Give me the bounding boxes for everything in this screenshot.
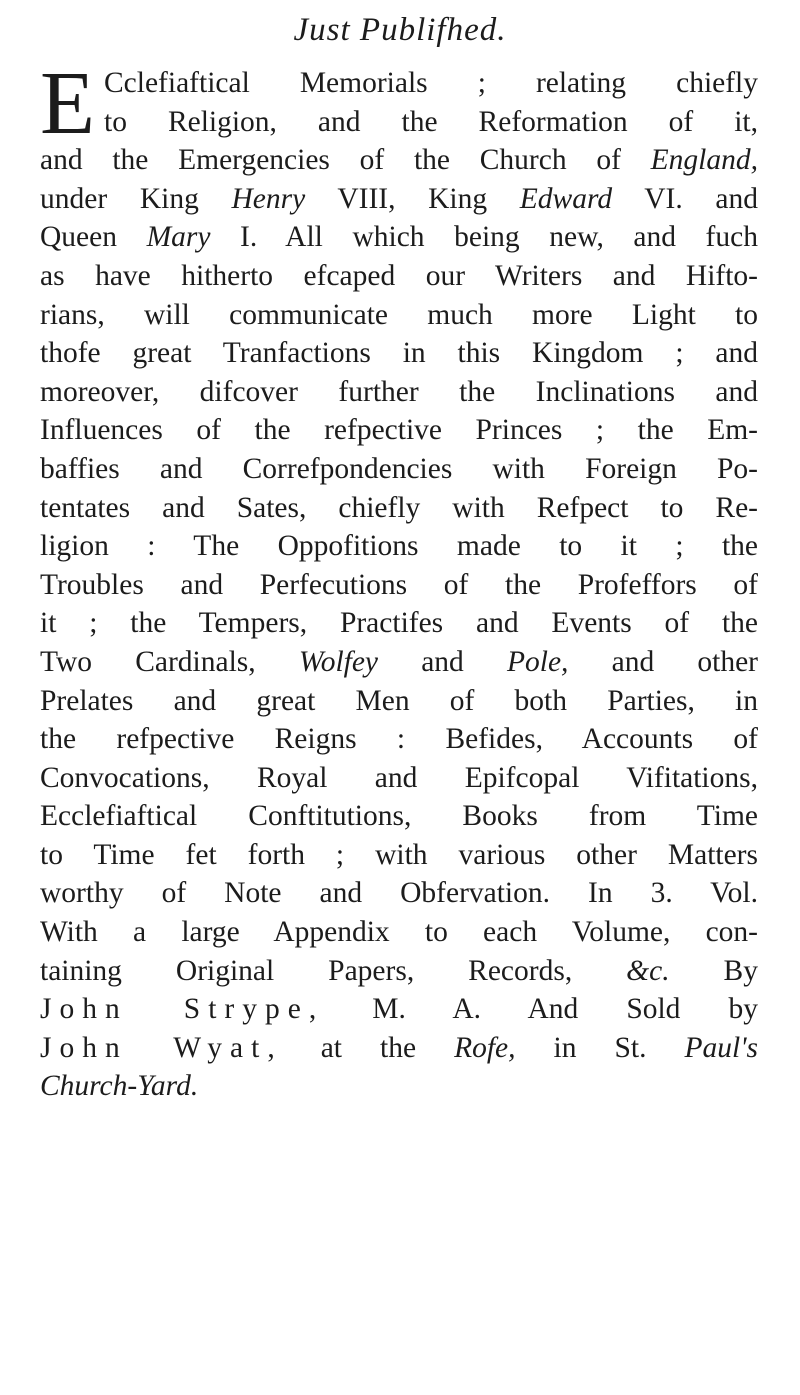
line-text: By — [669, 954, 758, 987]
text-line — [40, 1067, 758, 1106]
line-text: I. All which being new, and fuch — [210, 221, 758, 254]
line-text: baffies and Correfpondencies with Foreign Po- — [40, 452, 758, 485]
line-text: in St. — [515, 1031, 685, 1064]
line-text: ligion : The Oppofitions made to it ; the — [40, 530, 758, 563]
italic-text: Wolfey — [298, 645, 379, 678]
text-line — [40, 450, 758, 489]
text-line — [40, 257, 758, 296]
line-text: at the — [282, 1031, 455, 1064]
line-text: and other — [568, 645, 759, 678]
line-text: as have hitherto efcaped our Writers and Hifto- — [40, 259, 758, 292]
italic-text: &c. — [626, 954, 670, 987]
italic-text: Edward — [519, 182, 613, 215]
italic-text: Church-Yard. — [40, 1070, 199, 1103]
text-line — [40, 180, 758, 219]
text-line — [40, 334, 758, 373]
italic-text: Mary — [146, 221, 211, 254]
author-name: John Wyat, — [40, 1031, 283, 1064]
line-text: worthy of Note and Obfervation. In 3. Vol. — [40, 877, 758, 910]
text-line — [40, 141, 758, 180]
page-heading: Just Publifhed. — [293, 12, 507, 48]
line-text: to Religion, and the Reformation of it, — [104, 105, 758, 138]
line-text: Convocations, Royal and Epifcopal Vifitations, — [40, 761, 758, 794]
line-text: Troubles and Perfecutions of the Profeffors of — [40, 568, 758, 601]
text-line — [40, 604, 758, 643]
text-line — [40, 874, 758, 913]
text-line — [40, 218, 758, 257]
line-text: Prelates and great Men of both Parties, in — [40, 684, 758, 717]
line-text: Two Cardinals, — [40, 645, 299, 678]
line-text: Influences of the refpective Princes ; the Em- — [40, 414, 758, 447]
text-line — [40, 759, 758, 798]
text-line — [40, 103, 758, 142]
text-line — [40, 682, 758, 721]
text-line — [40, 643, 758, 682]
line-text: VIII, King — [305, 182, 520, 215]
line-text: M. A. And Sold by — [324, 993, 759, 1026]
text-line — [40, 489, 758, 528]
italic-text: Rofe, — [454, 1031, 516, 1064]
text-line — [40, 296, 758, 335]
line-text: and the Emergencies of the Church of — [40, 144, 651, 177]
italic-text: Henry — [231, 182, 306, 215]
text-line — [40, 797, 758, 836]
text-line — [40, 566, 758, 605]
line-text: the refpective Reigns : Befides, Accounts of — [40, 723, 758, 756]
line-text: rians, will communicate much more Light to — [40, 298, 758, 331]
text-line — [40, 527, 758, 566]
advertisement-body — [40, 54, 759, 1106]
text-line — [40, 720, 758, 759]
line-text: Ecclefiaftical Conftitutions, Books from Time — [40, 800, 758, 833]
italic-text: Paul's — [684, 1031, 758, 1064]
text-line — [40, 1029, 758, 1068]
text-line — [40, 64, 758, 103]
line-text: tentates and Sates, chiefly with Refpect to Re- — [40, 491, 758, 524]
line-text: VI. and — [612, 182, 758, 215]
text-line — [40, 913, 758, 952]
line-text: taining Original Papers, Records, — [40, 954, 627, 987]
line-text: Queen — [40, 221, 147, 254]
author-name: John Strype, — [40, 993, 325, 1026]
line-text: and — [378, 645, 507, 678]
line-text: moreover, difcover further the Inclinations and — [40, 375, 758, 408]
line-text: it ; the Tempers, Practifes and Events of the — [40, 607, 758, 640]
text-line — [40, 952, 758, 991]
text-line — [40, 836, 758, 875]
line-text: to Time fet forth ; with various other Matters — [40, 838, 758, 871]
text-line — [40, 990, 758, 1029]
line-text: under King — [40, 182, 232, 215]
line-text: With a large Appendix to each Volume, con- — [40, 916, 758, 949]
text-line — [40, 411, 758, 450]
italic-text: England, — [650, 144, 758, 177]
drop-capital: E — [40, 54, 95, 153]
line-text: Cclefiaftical Memorials ; relating chiefly — [104, 67, 758, 99]
text-line — [40, 373, 758, 412]
italic-text: Pole, — [507, 645, 569, 678]
line-text: thofe great Tranfactions in this Kingdom ; and — [40, 337, 758, 370]
